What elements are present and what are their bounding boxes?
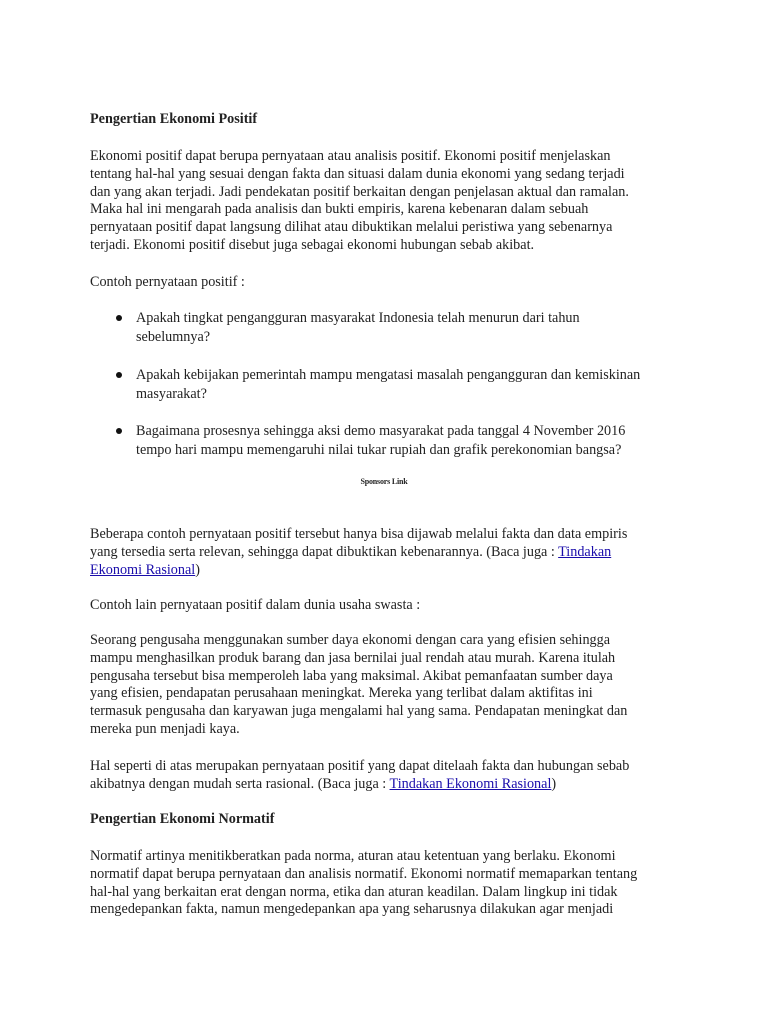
text-line xyxy=(90,544,627,562)
text-line: Apakah tingkat pengangguran masyarakat Indonesia telah menurun dari tahun xyxy=(136,310,580,326)
text-line: pengusaha tersebut bisa memperoleh laba yang maksimal. Akibat pemanfaatan sumber daya xyxy=(90,667,613,684)
text-line: mengedepankan fakta, namun mengedepankan apa yang seharusnya dilakukan agar menjadi xyxy=(90,901,614,918)
sponsors-link-label: Sponsors Link xyxy=(360,477,408,486)
text-line xyxy=(90,562,627,580)
text-line: masyarakat? xyxy=(136,385,207,402)
text-line: termasuk pengusaha dan karyawan juga mengalami hal yang sama. Pendapatan meningkat dan xyxy=(90,703,628,720)
paragraph-normatif xyxy=(90,848,637,919)
text-line: Beberapa contoh pernyataan positif tersebut hanya bisa dijawab melalui fakta dan data empiris xyxy=(90,526,628,542)
text-line: hal-hal yang berkaitan erat dengan norma, etika dan aturan keadilan. Dalam lingkup ini tidak xyxy=(90,883,618,900)
text: yang tersedia serta relevan, sehingga dapat dibuktikan kebenarannya. (Baca juga : xyxy=(90,543,559,560)
text-line xyxy=(90,776,629,794)
heading-ekonomi-normatif: Pengertian Ekonomi Normatif xyxy=(90,811,275,827)
text: ) xyxy=(551,775,557,792)
text-line: tentang hal-hal yang sesuai dengan fakta dan situasi dalam dunia ekonomi yang sedang terjadi xyxy=(90,165,625,182)
text-line: Apakah kebijakan pemerintah mampu mengatasi masalah pengangguran dan kemiskinan xyxy=(136,367,641,383)
text-line: mereka pun menjadi kaya. xyxy=(90,720,240,737)
bullet-icon xyxy=(116,315,122,321)
text-line: tempo hari mampu memengaruhi nilai tukar rupiah dan grafik perekonomian bangsa? xyxy=(136,441,622,458)
examples-intro: Contoh pernyataan positif : xyxy=(90,274,245,290)
list-item xyxy=(136,366,640,403)
link-tindakan-ekonomi-rasional-cont[interactable]: Ekonomi Rasional xyxy=(90,561,196,578)
paragraph-entrepreneur xyxy=(90,632,627,739)
paragraph-conclusion xyxy=(90,758,629,794)
text-line: pernyataan positif dapat langsung dilihat atau dibuktikan melalui peristiwa yang sebenarnya xyxy=(90,219,613,236)
text-line: normatif dapat berupa pernyataan dan analisis normatif. Ekonomi normatif memaparkan tentang xyxy=(90,865,638,882)
list-item xyxy=(136,309,580,346)
text-line: Ekonomi positif dapat berupa pernyataan atau analisis positif. Ekonomi positif menjelaskan xyxy=(90,148,611,164)
text-line: Bagaimana prosesnya sehingga aksi demo masyarakat pada tanggal 4 November 2016 xyxy=(136,423,626,439)
paragraph-examples xyxy=(90,526,627,579)
text: akibatnya dengan mudah serta rasional. (Baca juga : xyxy=(90,775,390,792)
text-line: dan yang akan terjadi. Jadi pendekatan positif berkaitan dengan penjelasan aktual dan ramalan. xyxy=(90,183,629,200)
text-line: terjadi. Ekonomi positif disebut juga sebagai ekonomi hubungan sebab akibat. xyxy=(90,236,535,253)
link-tindakan-ekonomi-rasional[interactable]: Tindakan xyxy=(558,543,612,560)
other-examples-intro: Contoh lain pernyataan positif dalam dunia usaha swasta : xyxy=(90,597,421,613)
paragraph-definition xyxy=(90,148,629,255)
text-line: Maka hal ini mengarah pada analisis dan bukti empiris, karena kebenaran dalam sebuah xyxy=(90,201,589,218)
bullet-icon xyxy=(116,428,122,434)
text-line: Normatif artinya menitikberatkan pada norma, aturan atau ketentuan yang berlaku. Ekonomi xyxy=(90,848,616,864)
text-line: Hal seperti di atas merupakan pernyataan positif yang dapat ditelaah fakta dan hubungan sebab xyxy=(90,758,630,774)
link-tindakan-ekonomi-rasional-2[interactable]: Tindakan Ekonomi Rasional xyxy=(389,775,552,792)
text: ) xyxy=(195,561,200,578)
bullet-icon xyxy=(116,372,122,378)
text-line: yang efisien, pendapatan perusahaan meningkat. Mereka yang terlibat dalam aktifitas ini xyxy=(90,685,593,702)
text-line: sebelumnya? xyxy=(136,328,211,345)
list-item xyxy=(136,422,625,459)
text-line: mampu menghasilkan produk barang dan jasa bernilai jual rendah atau murah. Karena itulah xyxy=(90,649,616,666)
heading-ekonomi-positif: Pengertian Ekonomi Positif xyxy=(90,111,258,127)
text-line: Seorang pengusaha menggunakan sumber daya ekonomi dengan cara yang efisien sehingga xyxy=(90,632,611,648)
